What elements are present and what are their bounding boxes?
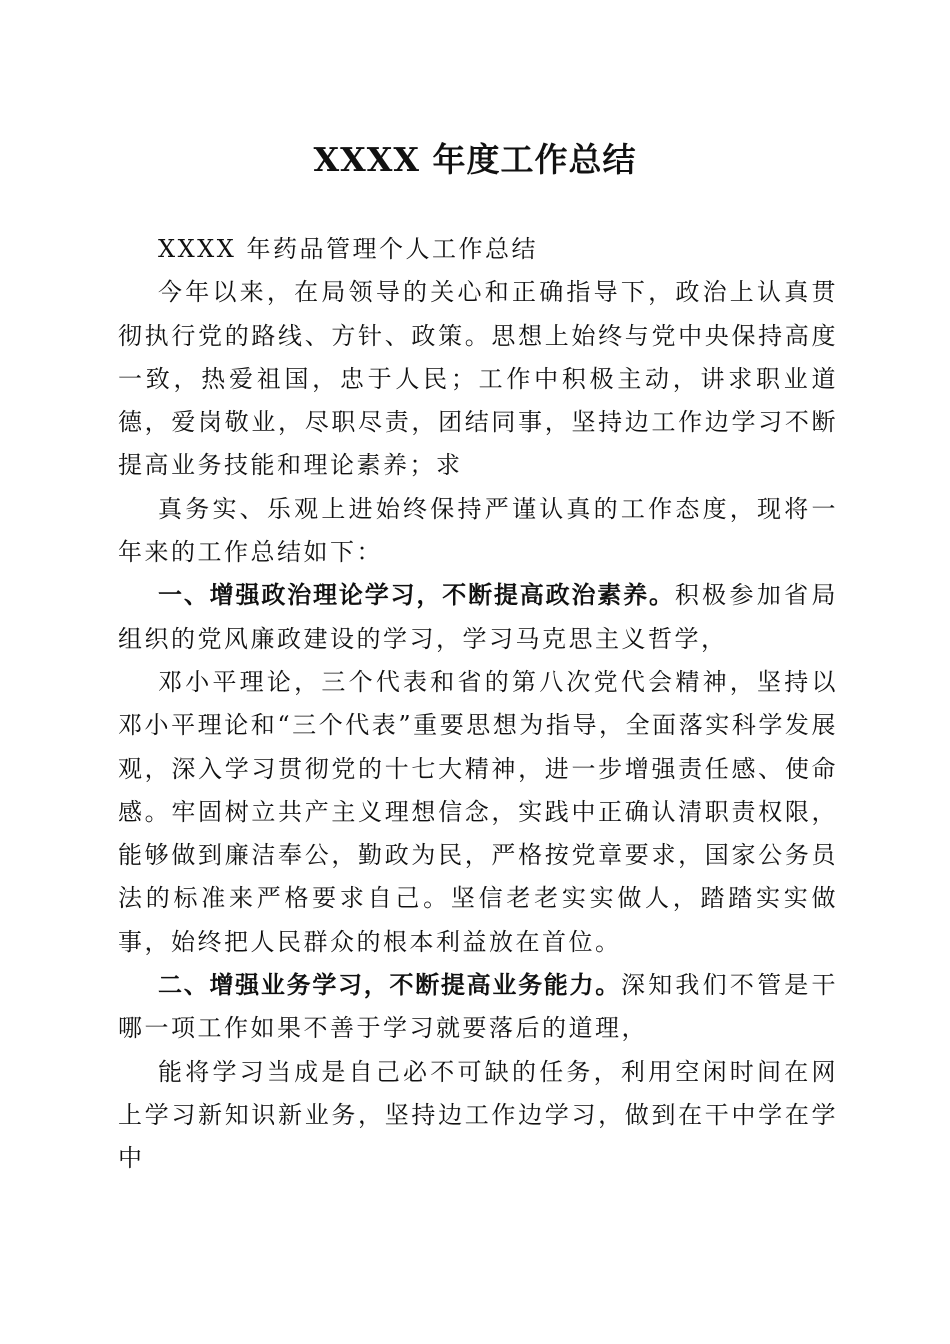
section-paragraph: [118, 964, 838, 1051]
paragraph: [118, 488, 838, 575]
paragraph-text: 能将学习当成是自己必不可缺的任务，利用空闲时间在网上学习新知识新业务，坚持边工作边学习，做到在干中学在学中: [118, 1057, 838, 1173]
paragraph-text: 积极参加省局组织的党风廉政建设的学习，学习马克思主义哲学，: [118, 581, 839, 653]
paragraph-text: 真务实、乐观上进始终保持严谨认真的工作态度，现将一年来的工作总结如下：: [118, 494, 838, 567]
paragraph: [118, 1051, 838, 1181]
paragraph-text: 邓小平理论，三个代表和省的第八次党代会精神，坚持以邓小平理论和“三个代表”重要思想为指导，全面落实科学发展观，深入学习贯彻党的十七大精神，进一步增强责任感、使命感。牢固树立共产主义理想信念，实践中正确认清职责权限，能够做到廉洁奉公，勤政为民，严格按党章要求，国家公务员法的标准来严格要求自己。坚信老老实实做人，踏踏实实做事，始终把人民群众的根本利益放在首位。: [118, 667, 838, 956]
document-body: [118, 228, 838, 1181]
section-paragraph: [118, 574, 838, 661]
paragraph: [118, 661, 838, 964]
section-heading: 二、增强业务学习，不断提高业务能力。: [158, 971, 621, 1000]
paragraph-text: 今年以来，在局领导的关心和正确指导下，政治上认真贯彻执行党的路线、方针、政策。思想上始终与党中央保持高度一致，热爱祖国，忠于人民；工作中积极主动，讲求职业道德，爱岗敬业，尽职尽责，团结同事，坚持边工作边学习不断提高业务技能和理论素养；求: [118, 278, 838, 480]
document-title: XXXX 年度工作总结: [313, 140, 637, 179]
section-heading: 一、增强政治理论学习，不断提高政治素养。: [158, 581, 675, 610]
document-subtitle: XXXX 年药品管理个人工作总结: [158, 235, 538, 263]
paragraph-text: 深知我们不管是干哪一项工作如果不善于学习就要落后的道理，: [118, 971, 839, 1043]
paragraph: [118, 271, 838, 487]
